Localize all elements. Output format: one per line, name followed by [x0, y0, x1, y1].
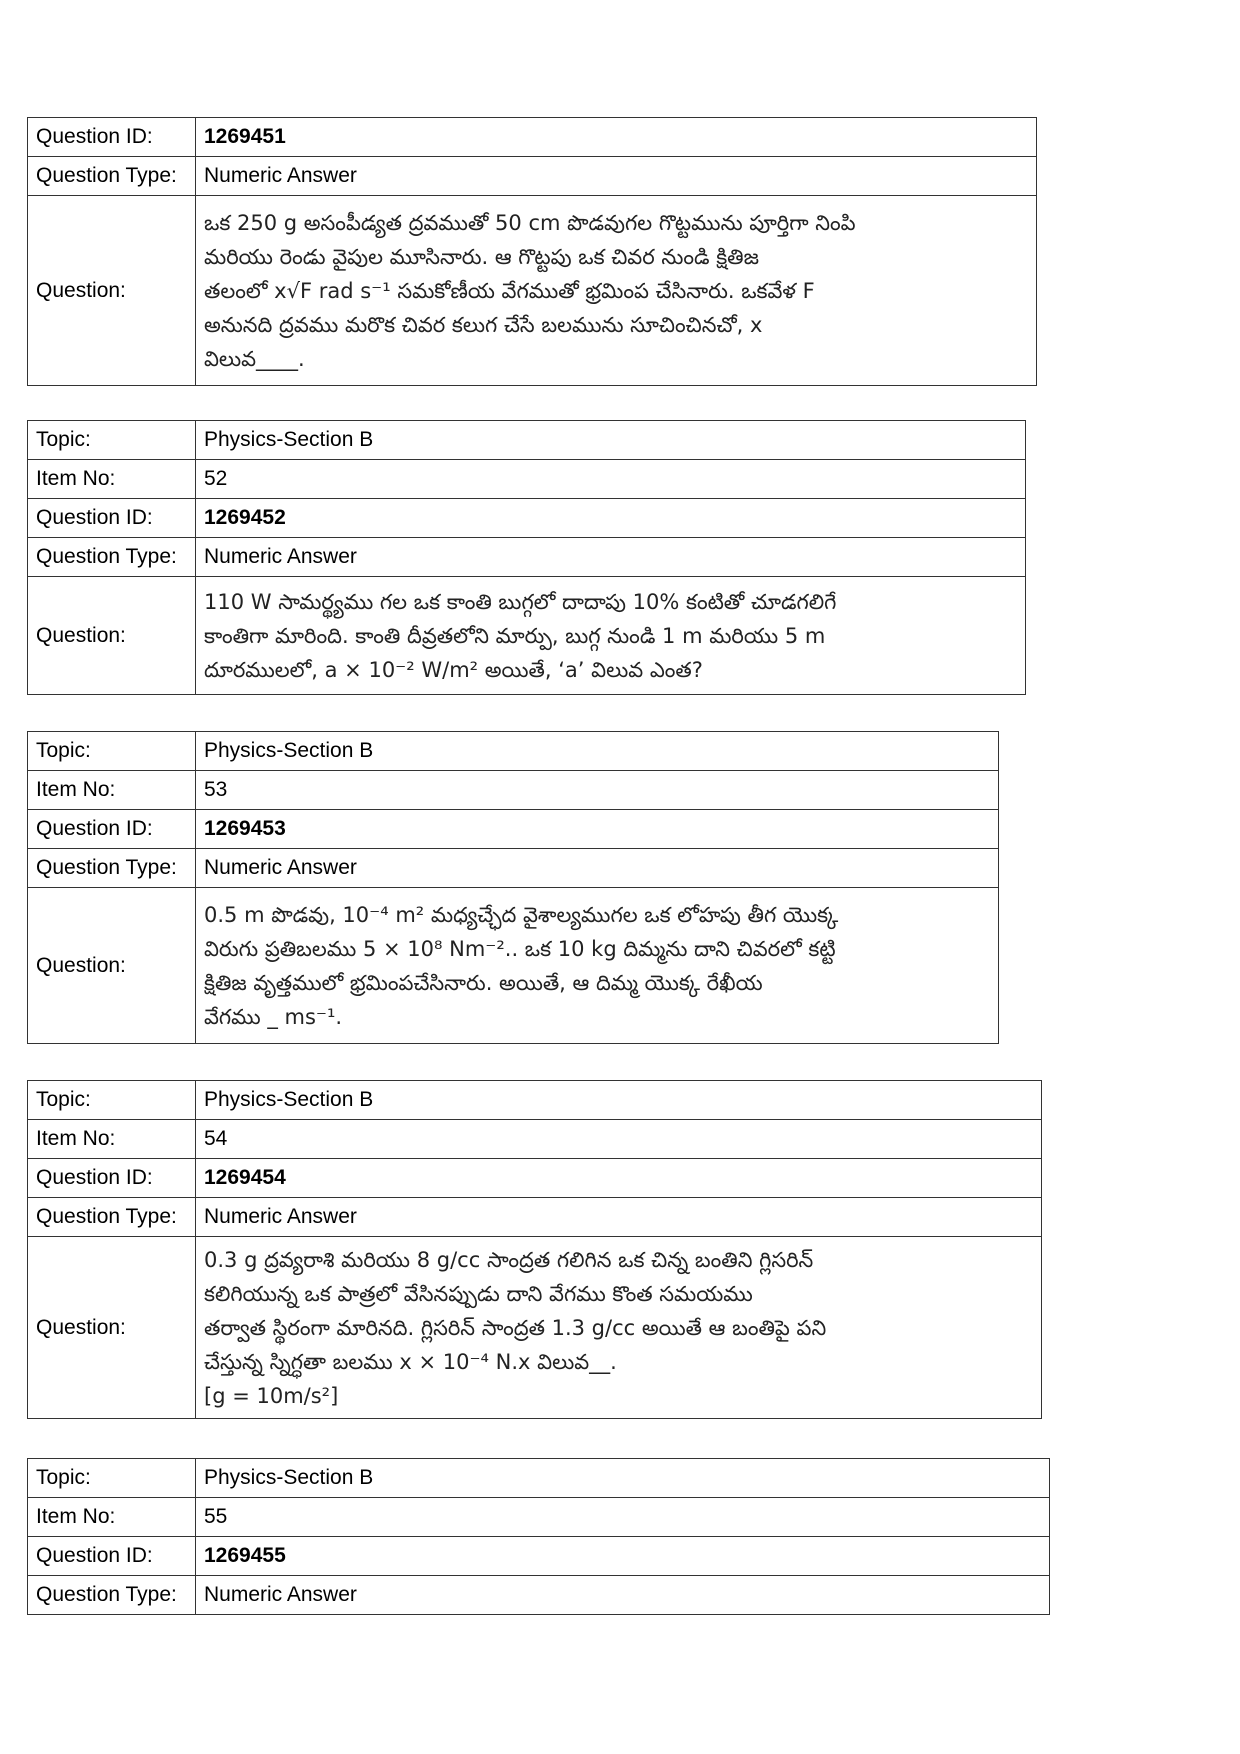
question-row	[28, 196, 1037, 386]
question-table-2	[27, 420, 1026, 695]
topic-row	[28, 421, 1026, 460]
question-id-label: Question ID:	[28, 810, 196, 849]
question-type-label: Question Type:	[28, 538, 196, 577]
question-text: 0.5 m పొడవు, 10⁻⁴ m² మధ్యచ్ఛేద వైశాల్యముగల ఒక లోహపు తీగ యొక్క విరుగు ప్రతిబలము 5 × 10⁸ Nm⁻².. ఒక 10 kg దిమ్మను దాని చివరలో కట్టి క్షితిజ వృత్తములో భ్రమింపచేసినారు. అయితే, ఆ దిమ్మ యొక్క రేఖీయ వేగము _ ms⁻¹.	[196, 888, 999, 1044]
item-no-row	[28, 1498, 1050, 1537]
question-id-value: 1269451	[196, 118, 1037, 157]
question-id-label: Question ID:	[28, 1537, 196, 1576]
question-id-label: Question ID:	[28, 499, 196, 538]
question-id-value: 1269452	[196, 499, 1026, 538]
question-type-label: Question Type:	[28, 157, 196, 196]
question-table-1	[27, 117, 1037, 386]
topic-row	[28, 1459, 1050, 1498]
question-type-value: Numeric Answer	[196, 1198, 1042, 1237]
item-no-row	[28, 460, 1026, 499]
item-no-label: Item No:	[28, 1120, 196, 1159]
question-label: Question:	[28, 1237, 196, 1419]
question-id-row	[28, 499, 1026, 538]
question-type-row	[28, 849, 999, 888]
question-text: 0.3 g ద్రవ్యరాశి మరియు 8 g/cc సాంద్రత గలిగిన ఒక చిన్న బంతిని గ్లిసరిన్ కలిగియున్న ఒక పాత్రలో వేసినప్పుడు దాని వేగము కొంత సమయము తర్వాత స్థిరంగా మారినది. గ్లిసరిన్ సాంద్రత 1.3 g/cc అయితే ఆ బంతిపై పని చేస్తున్న స్నిగ్ధతా బలము x × 10⁻⁴ N.x విలువ__. [g = 10m/s²]	[196, 1237, 1042, 1419]
topic-label: Topic:	[28, 732, 196, 771]
topic-label: Topic:	[28, 1081, 196, 1120]
question-type-label: Question Type:	[28, 1198, 196, 1237]
question-type-row	[28, 1576, 1050, 1615]
topic-label: Topic:	[28, 1459, 196, 1498]
item-no-value: 54	[196, 1120, 1042, 1159]
topic-value: Physics-Section B	[196, 1081, 1042, 1120]
question-type-value: Numeric Answer	[196, 157, 1037, 196]
question-row	[28, 888, 999, 1044]
question-id-row	[28, 810, 999, 849]
question-type-value: Numeric Answer	[196, 538, 1026, 577]
item-no-value: 52	[196, 460, 1026, 499]
question-type-row	[28, 1198, 1042, 1237]
question-type-value: Numeric Answer	[196, 849, 999, 888]
question-text: ఒక 250 g అసంపీడ్యత ద్రవముతో 50 cm పొడవుగల గొట్టమును పూర్తిగా నింపి మరియు రెండు వైపుల మూసినారు. ఆ గొట్టపు ఒక చివర నుండి క్షితిజ తలంలో x√F rad s⁻¹ సమకోణీయ వేగముతో భ్రమింప చేసినారు. ఒకవేళ F అనునది ద్రవము మరొక చివర కలుగ చేసే బలమును సూచించినచో, x విలువ____.	[196, 196, 1037, 386]
question-id-row	[28, 118, 1037, 157]
question-table-4	[27, 1080, 1042, 1419]
topic-value: Physics-Section B	[196, 1459, 1050, 1498]
question-table-5	[27, 1458, 1050, 1615]
question-label: Question:	[28, 577, 196, 695]
question-row	[28, 577, 1026, 695]
question-type-row	[28, 538, 1026, 577]
item-no-row	[28, 1120, 1042, 1159]
topic-label: Topic:	[28, 421, 196, 460]
topic-row	[28, 732, 999, 771]
question-id-value: 1269455	[196, 1537, 1050, 1576]
question-label: Question:	[28, 196, 196, 386]
question-type-label: Question Type:	[28, 849, 196, 888]
item-no-value: 55	[196, 1498, 1050, 1537]
topic-value: Physics-Section B	[196, 421, 1026, 460]
question-type-value: Numeric Answer	[196, 1576, 1050, 1615]
question-id-label: Question ID:	[28, 1159, 196, 1198]
question-label: Question:	[28, 888, 196, 1044]
item-no-row	[28, 771, 999, 810]
item-no-value: 53	[196, 771, 999, 810]
item-no-label: Item No:	[28, 1498, 196, 1537]
item-no-label: Item No:	[28, 460, 196, 499]
item-no-label: Item No:	[28, 771, 196, 810]
topic-value: Physics-Section B	[196, 732, 999, 771]
question-type-label: Question Type:	[28, 1576, 196, 1615]
question-id-row	[28, 1159, 1042, 1198]
question-table-3	[27, 731, 999, 1044]
question-id-value: 1269454	[196, 1159, 1042, 1198]
question-id-value: 1269453	[196, 810, 999, 849]
question-text: 110 W సామర్థ్యము గల ఒక కాంతి బుగ్గలో దాదాపు 10% కంటితో చూడగలిగే కాంతిగా మారింది. కాంతి దీవ్రతలోని మార్పు, బుగ్గ నుండి 1 m మరియు 5 m దూరములలో, a × 10⁻² W/m² అయితే, ‘a’ విలువ ఎంత?	[196, 577, 1026, 695]
topic-row	[28, 1081, 1042, 1120]
question-id-label: Question ID:	[28, 118, 196, 157]
question-type-row	[28, 157, 1037, 196]
question-id-row	[28, 1537, 1050, 1576]
question-row	[28, 1237, 1042, 1419]
